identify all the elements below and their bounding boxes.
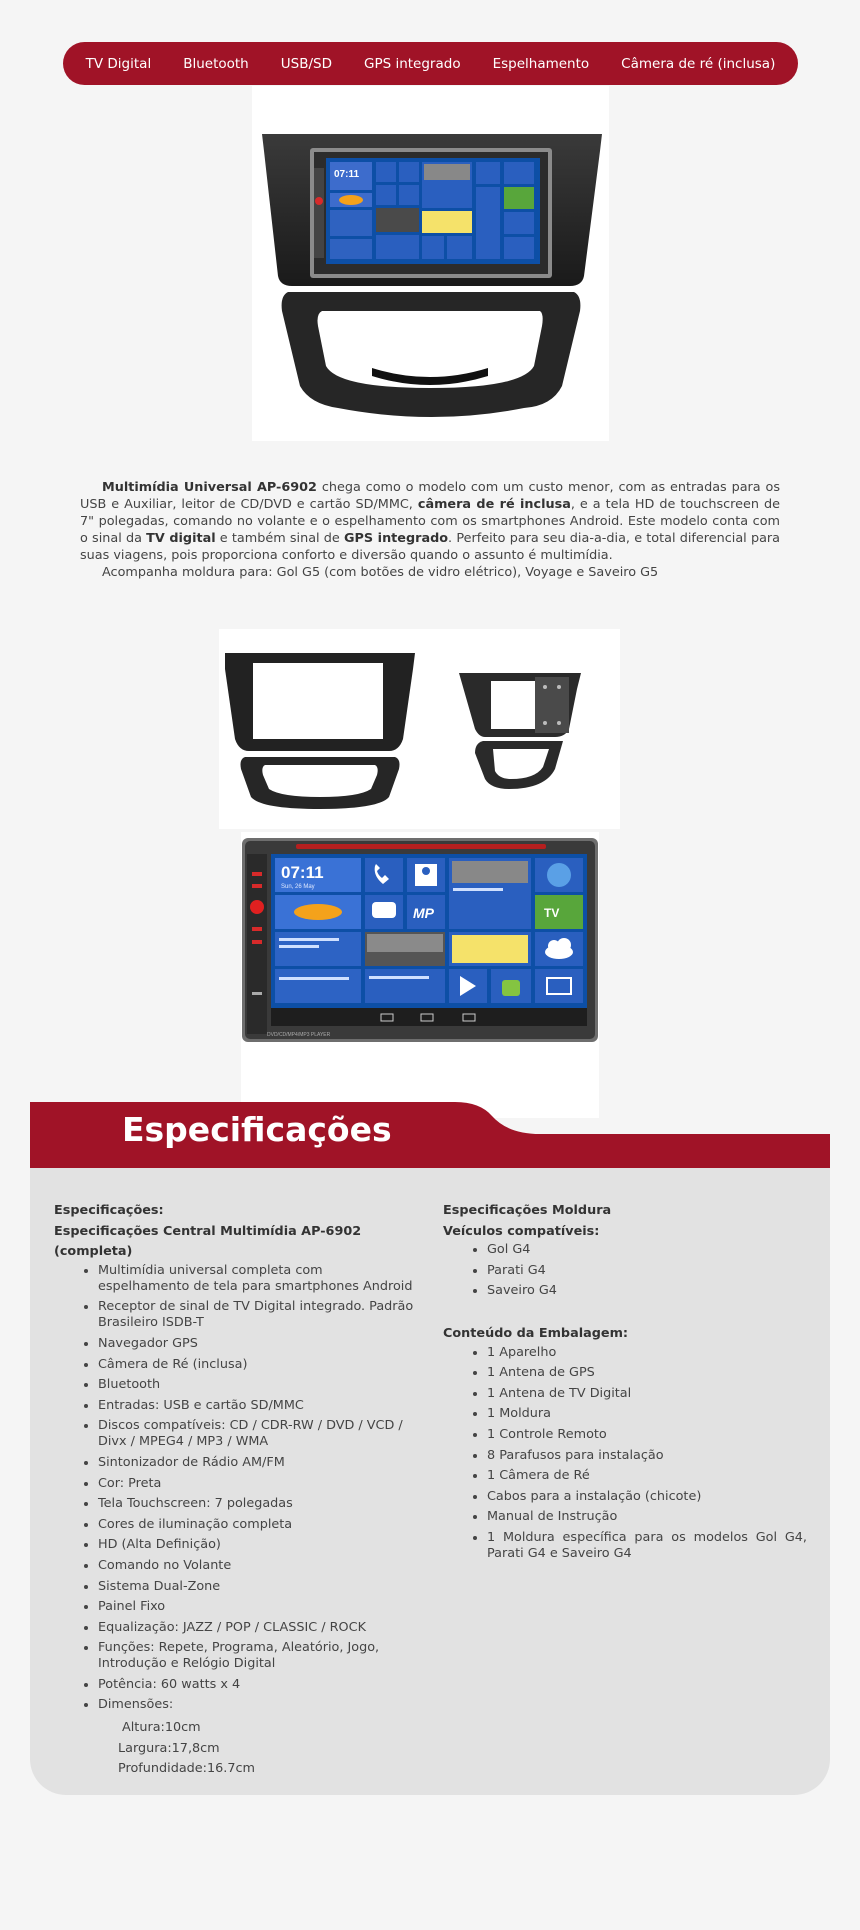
specs-central-list xyxy=(54,1263,414,1714)
product-image-frames xyxy=(219,629,620,829)
spec-item: • Funções: Repete, Programa, Aleatório, Jogo, Introdução e Relógio Digital xyxy=(98,1640,414,1672)
package-item: • 1 Moldura específica para os modelos Gol G4, Parati G4 e Saveiro G4 xyxy=(487,1530,807,1562)
specs-left-column xyxy=(54,1201,414,1780)
vehicle-item: • Saveiro G4 xyxy=(487,1283,807,1299)
package-contents-list xyxy=(443,1345,807,1562)
product-image-unit xyxy=(241,832,599,1118)
spec-item: • Navegador GPS xyxy=(98,1336,414,1352)
dimension-depth: Profundidade:16.7cm xyxy=(118,1761,255,1777)
package-item: • 8 Parafusos para instalação xyxy=(487,1448,807,1464)
intro-text-2: , e a tela HD de touchscreen de 7" polegadas, comando no volante e o espelhamento com os smartphones Android. Este modelo conta com o sinal da xyxy=(80,497,780,546)
specs-central-heading: Especificações Central Multimídia AP-6902 (completa) xyxy=(54,1223,362,1260)
phone-icon[interactable] xyxy=(365,858,403,892)
spec-item: • Sistema Dual-Zone xyxy=(98,1579,414,1595)
specs-title: Especificações xyxy=(122,1110,392,1149)
package-item: • Manual de Instrução xyxy=(487,1509,807,1525)
spec-item: • HD (Alta Definição) xyxy=(98,1537,414,1553)
intro-bold-camera: câmera de ré inclusa xyxy=(417,497,571,512)
spec-item: • Potência: 60 watts x 4 xyxy=(98,1677,414,1693)
specs-heading: Especificações: xyxy=(54,1203,164,1218)
player-label: DVD/CD/MP4/MP3 PLAYER xyxy=(267,1032,331,1038)
dimension-width: Largura:17,8cm xyxy=(118,1740,220,1756)
intro-model-name: Multimídia Universal AP-6902 xyxy=(102,480,317,495)
compatible-vehicles-heading: Veículos compatíveis: xyxy=(443,1223,600,1239)
intro-frame-line: Acompanha moldura para: Gol G5 (com botões de vidro elétrico), Voyage e Saveiro G5 xyxy=(102,565,659,580)
screen-clock: 07:11 xyxy=(281,863,324,882)
nav-item-rear-camera[interactable]: Câmera de ré (inclusa) xyxy=(621,55,776,72)
nav-item-mirroring[interactable]: Espelhamento xyxy=(492,55,590,72)
intro-bold-gps: GPS integrado xyxy=(344,531,449,546)
screen-mirror-icon[interactable] xyxy=(535,969,583,1003)
nav-item-usb-sd[interactable]: USB/SD xyxy=(280,55,332,72)
specs-right-column xyxy=(443,1201,807,1567)
vehicle-item: • Parati G4 xyxy=(487,1263,807,1279)
package-item: • 1 Aparelho xyxy=(487,1345,807,1361)
spec-item: • Comando no Volante xyxy=(98,1558,414,1574)
spec-item: • Discos compatíveis: CD / CDR-RW / DVD / VCD / Divx / MPEG4 / MP3 / WMA xyxy=(98,1418,414,1450)
intro-text-4: . Perfeito para seu dia-a-dia, e total diferencial para suas viagens, pois proporciona conforto e diversão quando o assunto é multimídia. xyxy=(80,531,781,563)
spec-item: • Multimídia universal completa com espelhamento de tela para smartphones Android xyxy=(98,1263,414,1295)
package-item: • 1 Controle Remoto xyxy=(487,1427,807,1443)
nav-item-bluetooth[interactable]: Bluetooth xyxy=(183,55,249,72)
nav-item-tv-digital[interactable]: TV Digital xyxy=(85,55,152,72)
spec-item: • Receptor de sinal de TV Digital integrado. Padrão Brasileiro ISDB-T xyxy=(98,1299,414,1331)
package-item: • 1 Antena de TV Digital xyxy=(487,1386,807,1402)
svg-text:TV: TV xyxy=(544,906,560,920)
spec-item: • Entradas: USB e cartão SD/MMC xyxy=(98,1398,414,1414)
compatible-vehicles-list xyxy=(443,1242,807,1299)
package-item: • 1 Antena de GPS xyxy=(487,1365,807,1381)
package-item: • 1 Moldura xyxy=(487,1406,807,1422)
vehicle-item: • Gol G4 xyxy=(487,1242,807,1258)
spec-item: • Dimensões: xyxy=(98,1697,414,1713)
package-item: • Cabos para a instalação (chicote) xyxy=(487,1489,807,1505)
package-item: • 1 Câmera de Ré xyxy=(487,1468,807,1484)
nav-item-gps[interactable]: GPS integrado xyxy=(363,55,461,72)
spec-item: • Câmera de Ré (inclusa) xyxy=(98,1357,414,1373)
top-feature-nav xyxy=(63,42,798,85)
svg-text:MP: MP xyxy=(413,905,434,921)
intro-text-3: e também sinal de xyxy=(215,531,344,546)
spec-item: • Cores de iluminação completa xyxy=(98,1517,414,1533)
dimension-height: Altura:10cm xyxy=(122,1720,201,1736)
product-description xyxy=(80,479,780,581)
mini-clock: 07:11 xyxy=(334,169,360,180)
intro-bold-tv: TV digital xyxy=(146,531,216,546)
spec-item: • Tela Touchscreen: 7 polegadas xyxy=(98,1496,414,1512)
spec-item: • Sintonizador de Rádio AM/FM xyxy=(98,1455,414,1471)
screen-date: Sun, 26 May xyxy=(281,884,315,890)
spec-item: • Painel Fixo xyxy=(98,1599,414,1615)
frame-specs-heading: Especificações Moldura xyxy=(443,1203,612,1218)
package-contents-heading: Conteúdo da Embalagem: xyxy=(443,1325,629,1341)
spec-item: • Equalização: JAZZ / POP / CLASSIC / ROCK xyxy=(98,1620,414,1636)
intro-text-1: chega como o modelo com um custo menor, com as entradas para os USB e Auxiliar, leitor de CD/DVD e cartão SD/MMC, xyxy=(80,480,780,512)
spec-item: • Bluetooth xyxy=(98,1377,414,1393)
product-image-installed xyxy=(252,86,609,441)
spec-item: • Cor: Preta xyxy=(98,1476,414,1492)
intro-paragraph xyxy=(80,479,780,564)
